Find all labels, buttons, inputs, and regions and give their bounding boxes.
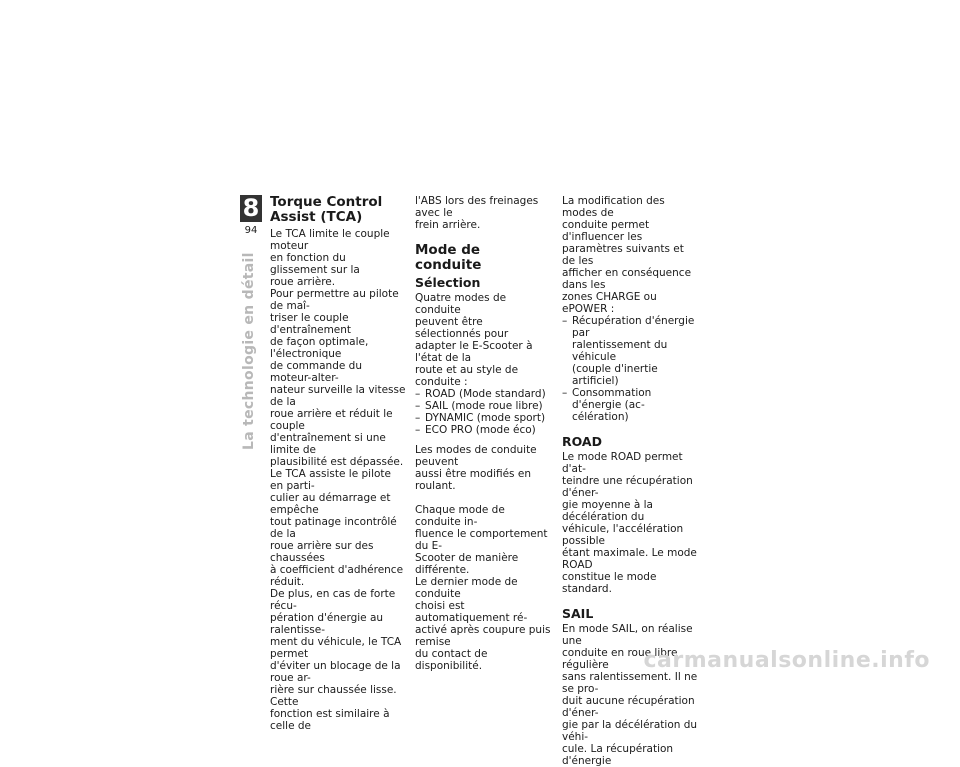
list-item: – Consommation d'énergie (ac- célération) (562, 387, 698, 423)
chapter-side-title: La technologie en détail (241, 252, 257, 450)
paragraph: De plus, en cas de forte récu- pération d'énergie au ralentisse- ment du véhicule, le TCA permet d'éviter un blocage de la roue ar- rière sur chaussée lisse. Cette fonction est similaire à celle de (270, 588, 402, 732)
paragraph: Le mode ROAD permet d'at- teindre une récupération d'éner- gie moyenne à la décélération du véhicule, l'accélération possible étant maximale. Le mode ROAD constitue le mode standard. (562, 451, 697, 595)
subheading-sail: SAIL (562, 606, 594, 621)
paragraph: Quatre modes de conduite peuvent être sélectionnés pour adapter le E-Scooter à l'état de la route et au style de conduite : (415, 292, 533, 388)
paragraph: La modification des modes de conduite permet d'influencer les paramètres suivants et de les afficher en conséquence dans les zones CHARGE ou ePOWER : (562, 195, 692, 315)
paragraph: Chaque mode de conduite in- fluence le comportement du E- Scooter de manière différente. Le dernier mode de conduite choisi est automatiquement ré- activé après coupure puis remise du contact de disponibilité. (415, 504, 551, 672)
paragraph: Pour permettre au pilote de maî- triser le couple d'entraînement de façon optimale, l'électronique de commande du moteur-alter- nateur surveille la vitesse de la roue arrière et réduit le couple d'entraînement si une limite de plausibilité est dépassée. (270, 288, 406, 468)
list-item: – DYNAMIC (mode sport) (415, 412, 551, 424)
paragraph: Le TCA limite le couple moteur en fonction du glissement sur la roue arrière. (270, 228, 390, 288)
subheading-road: ROAD (562, 434, 602, 449)
modes-list (415, 388, 551, 436)
list-item: – Récupération d'énergie par ralentissement du véhicule (couple d'inertie artificiel) (562, 315, 698, 387)
column-2 (415, 195, 551, 672)
list-item: – ROAD (Mode standard) (415, 388, 551, 400)
paragraph: En mode SAIL, on réalise une conduite en roue libre régulière sans ralentissement. Il ne se pro- duit aucune récupération d'éner- gie par la décélération du véhi- cule. La récupération d'énergie (562, 623, 698, 767)
section-heading-tca: Torque Control Assist (TCA) (270, 194, 383, 225)
watermark: carmanualsonline.info (643, 648, 930, 673)
parameters-list (562, 315, 698, 423)
paragraph: Le TCA assiste le pilote en parti- culier au démarrage et empêche tout patinage incontrôlé de la roue arrière sur des chaussées à coefficient d'adhérence réduit. (270, 468, 404, 588)
list-item: – ECO PRO (mode éco) (415, 424, 551, 436)
chapter-number-badge: 8 (240, 195, 262, 222)
paragraph-continuation: l'ABS lors des freinages avec le frein arrière. (415, 195, 539, 231)
list-item: – SAIL (mode roue libre) (415, 400, 551, 412)
column-1 (270, 195, 406, 732)
subheading-selection: Sélection (415, 275, 481, 290)
page-number: 94 (244, 225, 258, 236)
column-3 (562, 195, 698, 767)
section-heading-driving-mode: Mode de conduite (415, 242, 482, 273)
paragraph: Les modes de conduite peuvent aussi être modifiés en roulant. (415, 444, 537, 492)
